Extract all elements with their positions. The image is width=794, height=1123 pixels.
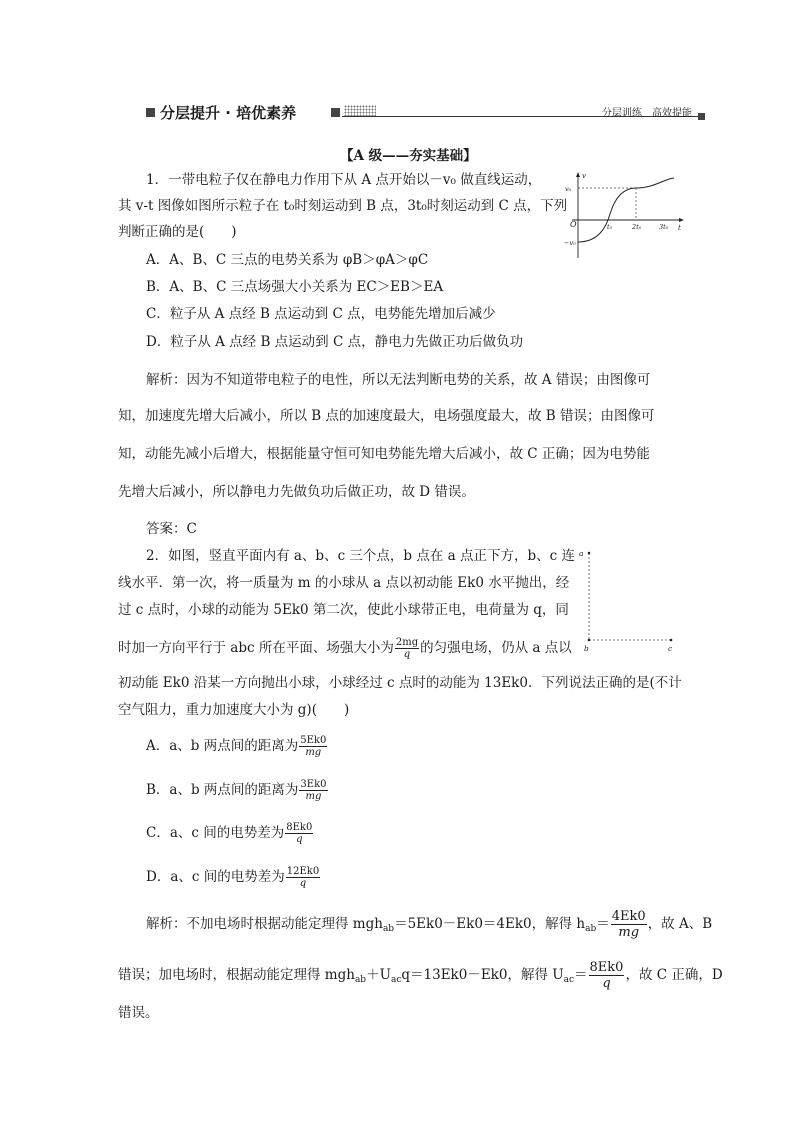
q2-analysis-1b: ＝5Ek0－Ek0＝4Ek0，解得 h xyxy=(394,916,586,932)
fig-label-c: c xyxy=(668,644,673,653)
q2-analysis-line2: 错误；加电场时，根据动能定理得 $mgh_{ab}+U_{ac}q=13Ek0-Ek0$，解得 $U_{ac}=$ $\frac{8Ek0}{q}$ ，故 C 正确，D xyxy=(118,960,723,991)
q2-option-a-den: mg xyxy=(305,747,322,758)
q2-option-d-den: q xyxy=(299,878,307,889)
q2-option-a-fraction xyxy=(299,735,327,758)
q2-option-d-fraction xyxy=(286,866,320,889)
q2-analysis-1c: ，故 A、B xyxy=(647,916,713,932)
graph-tick-3t0: 3t₀ xyxy=(659,223,669,231)
header-left-square-icon xyxy=(146,108,155,117)
q2-field-num: 2mg xyxy=(395,637,419,648)
header-mid-square-icon xyxy=(331,108,340,117)
q2-option-c-fraction xyxy=(285,822,313,845)
q2-line4 xyxy=(118,637,572,660)
q2-option-c-num: 8Ek0 xyxy=(286,822,313,833)
q2-line6: 空气阻力，重力加速度大小为 g)( ) xyxy=(118,702,350,718)
q2-option-b-text: B．a、b 两点间的距离为 xyxy=(146,782,299,798)
q2-analysis-1-num: 4Ek0 xyxy=(611,909,646,924)
q2-analysis-line1: 解析：不加电场时根据动能定理得 mgh$_{ab}$＝5Ek0－Ek0＝4Ek0，解得 $h_{ab}=$ $\frac{4Ek0}{mg}$ ，故 A、B xyxy=(146,909,713,940)
q2-analysis-1-fraction xyxy=(611,909,647,940)
q2-line4-part1: 时加一方向平行于 abc 所在平面、场强大小为 xyxy=(118,640,394,656)
q1-option-b: B．A、B、C 三点场强大小关系为 EC＞EB＞EA xyxy=(146,279,444,295)
q1-line2: 其 v-t 图像如图所示粒子在 t₀时刻运动到 B 点，3t₀时刻运动到 C 点，下列 xyxy=(118,198,568,214)
q2-figure xyxy=(576,545,686,655)
header-bar xyxy=(146,104,708,120)
q2-analysis-2-den: q xyxy=(602,976,611,991)
q1-option-a: A．A、B、C 三点的电势关系为 φB＞φA＞φC xyxy=(146,252,429,268)
q2-analysis-2-num: 8Ek0 xyxy=(589,960,624,975)
q2-analysis-1-den: mg xyxy=(618,925,640,940)
q1-line3: 判断正确的是( ) xyxy=(118,224,237,240)
q2-line1: 2．如图，竖直平面内有 a、b、c 三个点，b 点在 a 点正下方，b、c 连 xyxy=(146,548,575,564)
q2-option-b-den: mg xyxy=(305,791,322,802)
q1-analysis-line4: 先增大后减小，所以静电力先做负功后做正功，故 D 错误。 xyxy=(118,484,475,500)
q1-analysis-line1: 解析：因为不知道带电粒子的电性，所以无法判断电势的关系，故 A 错误；由图像可 xyxy=(146,372,651,388)
graph-v0-label: v₀ xyxy=(565,185,572,193)
q2-option-c xyxy=(146,822,314,845)
q2-line2: 线水平．第一次，将一质量为 m 的小球从 a 点以初动能 Ek0 水平抛出，经 xyxy=(118,575,570,591)
q2-line5: 初动能 Ek0 沿某一方向抛出小球，小球经过 c 点时的动能为 13Ek0．下列说法正确的是(不计 xyxy=(118,675,682,691)
q2-analysis-1a: 解析：不加电场时根据动能定理得 mgh xyxy=(146,916,383,932)
q2-analysis-2a: 错误；加电场时，根据动能定理得 mgh xyxy=(118,967,355,983)
graph-curve xyxy=(578,178,674,242)
q2-field-fraction xyxy=(395,637,419,660)
header-right-text: 分层训练 高效提能 xyxy=(602,108,692,119)
q2-option-a-text: A．a、b 两点间的距离为 xyxy=(146,738,299,754)
graph-x-label: t xyxy=(678,224,681,232)
fig-point-a xyxy=(588,552,591,555)
q2-option-a-num: 5Ek0 xyxy=(300,735,327,746)
q1-option-d: D．粒子从 A 点经 B 点运动到 C 点，静电力先做正功后做负功 xyxy=(146,334,524,350)
q2-option-c-den: q xyxy=(296,834,303,845)
q2-field-den: q xyxy=(403,649,411,660)
graph-minus-v0-label: −v₀ xyxy=(564,239,576,247)
fig-point-b xyxy=(588,639,591,642)
q2-option-b xyxy=(146,779,329,802)
q1-analysis-line2: 知，加速度先增大后减小，所以 B 点的加速度最大，电场强度最大，故 B 错误；由图像可 xyxy=(118,408,655,424)
graph-tick-t0: t₀ xyxy=(607,223,613,231)
section-title: 【A 级——夯实基础】 xyxy=(340,148,477,164)
q2-option-d xyxy=(146,866,321,889)
q2-option-d-text: D．a、c 间的电势差为 xyxy=(146,869,285,885)
graph-origin-label: O xyxy=(570,220,577,229)
q2-option-b-num: 3Ek0 xyxy=(300,779,327,790)
fig-label-b: b xyxy=(584,644,589,653)
fig-point-c xyxy=(670,639,673,642)
q1-line1: 1．一带电粒子仅在静电力作用下从 A 点开始以－v₀ 做直线运动， xyxy=(146,172,542,188)
header-title: 分层提升 · 培优素养 xyxy=(160,104,297,122)
q1-vt-graph xyxy=(564,168,686,260)
graph-x-arrow xyxy=(679,218,684,222)
q2-line3: 过 c 点时，小球的动能为 5Ek0 第二次，使此小球带正电，电荷量为 q，同 xyxy=(118,602,569,618)
q1-analysis-line3: 知，动能先减小后增大，根据能量守恒可知电势能先增大后减小，故 C 正确；因为电势能 xyxy=(118,446,650,462)
graph-tick-2t0: 2t₀ xyxy=(632,223,642,231)
q2-line4-part2: 的匀强电场，仍从 a 点以 xyxy=(420,640,572,656)
q2-analysis-2c: q＝13Ek0－Ek0，解得 U xyxy=(401,967,564,983)
q1-answer: 答案：C xyxy=(146,521,197,537)
header-right-square-icon xyxy=(698,113,705,120)
graph-y-arrow xyxy=(576,172,580,177)
q2-analysis-line3: 错误。 xyxy=(118,1005,159,1021)
q2-option-c-text: C．a、c 间的电势差为 xyxy=(146,825,285,841)
fig-label-a: a xyxy=(579,549,584,558)
q2-option-d-num: 12Ek0 xyxy=(286,866,320,877)
q2-analysis-2d: ，故 C 正确，D xyxy=(625,967,723,983)
q1-option-c: C．粒子从 A 点经 B 点运动到 C 点，电势能先增加后减少 xyxy=(146,306,496,322)
q2-analysis-2-fraction xyxy=(589,960,625,991)
q2-option-a xyxy=(146,735,328,758)
q2-option-b-fraction xyxy=(299,779,327,802)
graph-y-label: v xyxy=(582,172,586,180)
q2-analysis-2b: ＋U xyxy=(366,967,391,983)
